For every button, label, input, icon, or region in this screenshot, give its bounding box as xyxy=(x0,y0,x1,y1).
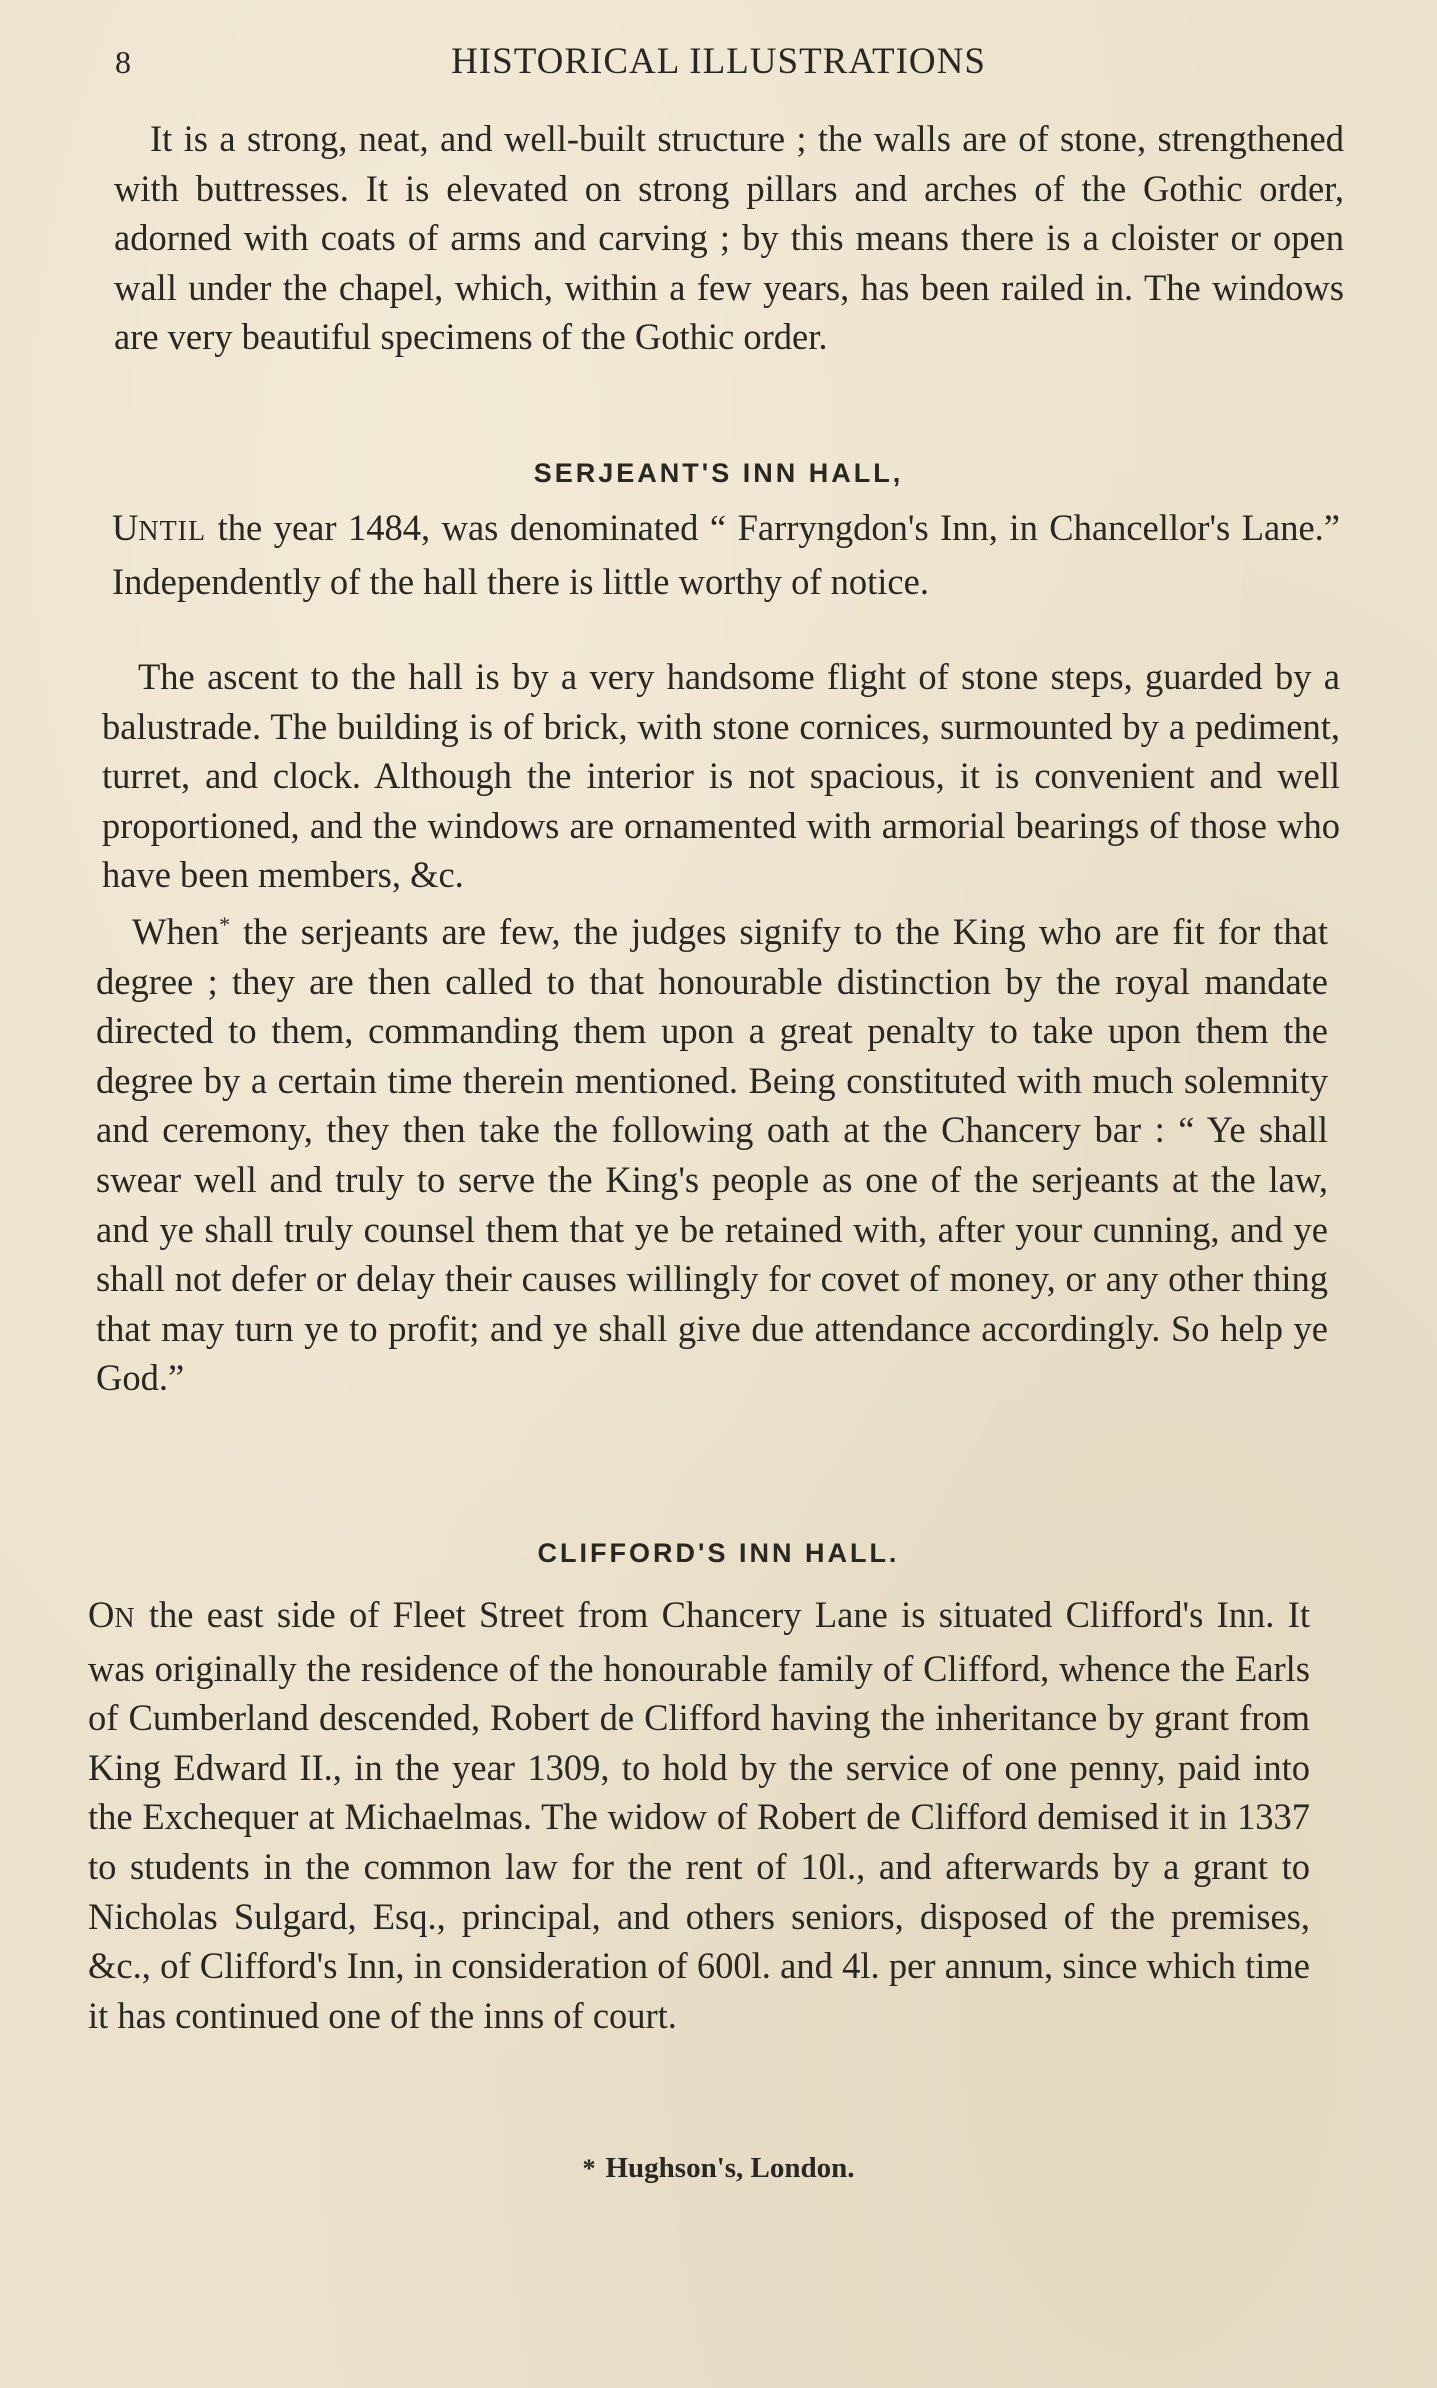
serjeants-p1-small-caps: NTIL xyxy=(138,516,207,547)
footnote xyxy=(0,2150,1437,2187)
serjeants-p2-text: The ascent to the hall is by a very handsome flight of stone steps, guarded by a balustrade. The building is of brick, with stone cornices, surmounted by a pediment, turret, and clock. Although the interior is not spacious, it is convenient and well proportioned, and the windows are ornamented with armorial bearings of those who have been members, &c. xyxy=(102,656,1340,896)
page-number: 8 xyxy=(115,44,131,80)
running-head: HISTORICAL ILLUSTRATIONS xyxy=(451,41,986,82)
serjeants-p1-initial: U xyxy=(112,507,139,548)
cliffords-p1-small-caps: N xyxy=(114,1603,136,1634)
serjeants-paragraph-3 xyxy=(96,900,1328,1403)
serjeants-paragraph-2 xyxy=(102,652,1340,900)
footnote-text: Hughson's, London. xyxy=(605,2152,855,2184)
serjeants-inn-heading: SERJEANT'S INN HALL, xyxy=(533,458,904,488)
cliffords-paragraph xyxy=(88,1590,1310,2040)
serjeants-p3-text: the serjeants are few, the judges signify to the King who are fit for that degree ; they are then called to that honourable distinction by the royal mandate directed to them, commanding them upon a great penalty to take upon them the degree by a certain time therein mentioned. Being constituted with much solemnity and ceremony, they then take the following oath at the Chancery bar : “ Ye shall swear well and truly to serve the King's people as one of the serjeants at the law, and ye shall truly counsel them that ye be retained with, after your cunning, and ye shall not defer or delay their causes willingly for covet of money, or any other thing that may turn ye to profit; and ye shall give due attendance accordingly. So help ye God.” xyxy=(96,911,1328,1399)
cliffords-p1-initial: O xyxy=(88,1594,115,1635)
serjeants-p1-text: the year 1484, was denominated “ Farryngdon's Inn, in Chancellor's Lane.” Independently of the hall there is little worthy of notice. xyxy=(112,507,1340,602)
serjeants-paragraph-1 xyxy=(112,503,1340,606)
chapel-paragraph-text: It is a strong, neat, and well-built structure ; the walls are of stone, strengthened with buttresses. It is elevated on strong pillars and arches of the Gothic order, adorned with coats of arms and carving ; by this means there is a cloister or open wall under the chapel, which, within a few years, has been railed in. The windows are very beautiful specimens of the Gothic order. xyxy=(114,118,1344,358)
footnote-marker: * xyxy=(219,912,231,937)
cliffords-p1-text: the east side of Fleet Street from Chancery Lane is situated Clifford's Inn. It was originally the residence of the honourable family of Clifford, whence the Earls of Cumberland descended, Robert de Clifford having the inheritance by grant from King Edward II., in the year 1309, to hold by the service of one penny, paid into the Exchequer at Michaelmas. The widow of Robert de Clifford demised it in 1337 to students in the common law for the rent of 10l., and afterwards by a grant to Nicholas Sulgard, Esq., principal, and others seniors, disposed of the premises, &c., of Clifford's Inn, in consideration of 600l. and 4l. per annum, since which time it has continued one of the inns of court. xyxy=(88,1594,1310,2036)
cliffords-inn-heading: CLIFFORD'S INN HALL. xyxy=(537,1538,900,1568)
serjeants-p3-start: When xyxy=(132,911,220,952)
chapel-paragraph xyxy=(114,114,1344,362)
footnote-star: * xyxy=(582,2154,596,2183)
